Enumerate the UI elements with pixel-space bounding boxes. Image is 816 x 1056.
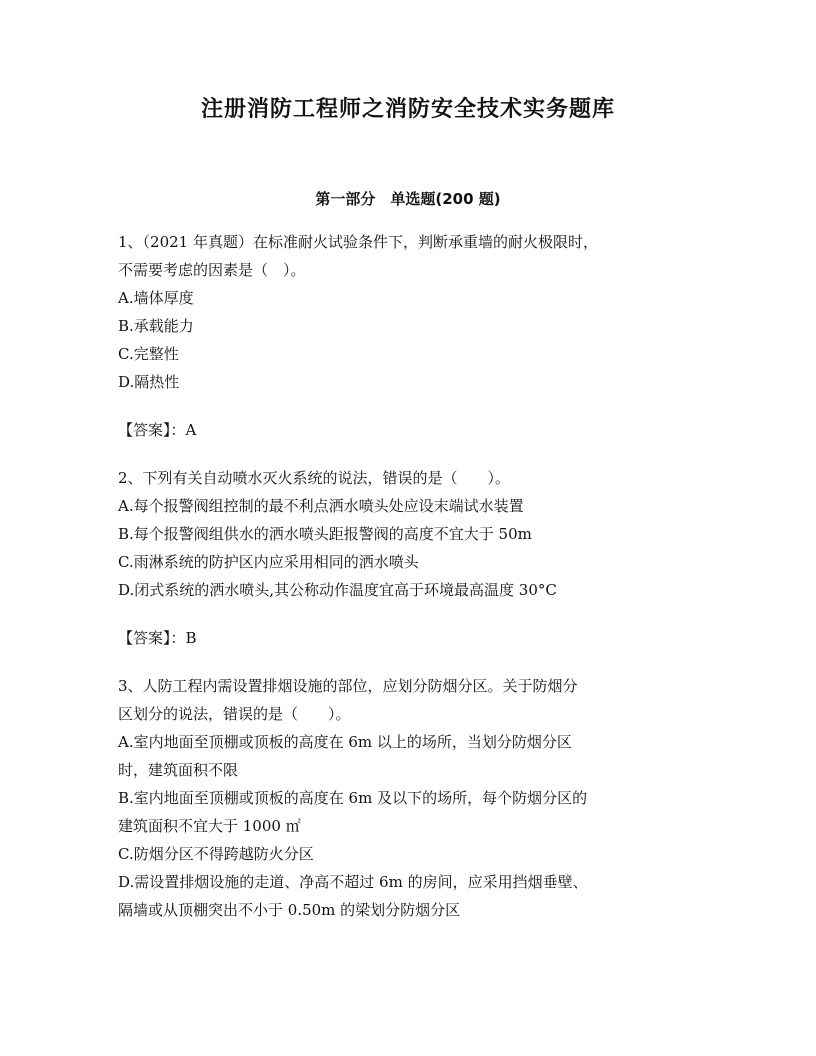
option-c: C.完整性 bbox=[118, 345, 179, 363]
option-b: B.承载能力 bbox=[118, 317, 194, 335]
question-3 bbox=[118, 672, 718, 924]
question-stem-line: 1、（2021 年真题）在标准耐火试验条件下，判断承重墙的耐火极限时， bbox=[118, 233, 598, 251]
answer-line: 【答案】：B bbox=[118, 629, 197, 647]
question-list bbox=[118, 228, 718, 924]
question-stem-line: 3、人防工程内需设置排烟设施的部位，应划分防烟分区。关于防烟分 bbox=[118, 677, 578, 695]
option-c: C.雨淋系统的防护区内应采用相同的洒水喷头 bbox=[118, 553, 419, 571]
option-b-continued: 建筑面积不宜大于 1000 ㎡ bbox=[118, 817, 301, 835]
question-stem-line: 2、下列有关自动喷水灭火系统的说法，错误的是（ ）。 bbox=[118, 469, 511, 487]
option-b: B.室内地面至顶棚或顶板的高度在 6m 及以下的场所，每个防烟分区的 bbox=[118, 789, 588, 807]
option-c: C.防烟分区不得跨越防火分区 bbox=[118, 845, 314, 863]
section-title bbox=[0, 186, 816, 212]
option-a-continued: 时，建筑面积不限 bbox=[118, 761, 239, 779]
option-d: D.闭式系统的洒水喷头,其公称动作温度宜高于环境最高温度 30°C bbox=[118, 581, 557, 599]
section-title-text: 第一部分 单选题(200 题) bbox=[315, 190, 501, 208]
option-d: D.隔热性 bbox=[118, 373, 180, 391]
question-stem-line: 区划分的说法，错误的是（ ）。 bbox=[118, 705, 351, 723]
question-stem-line: 不需要考虑的因素是（ ）。 bbox=[118, 261, 306, 279]
option-b: B.每个报警阀组供水的洒水喷头距报警阀的高度不宜大于 50m bbox=[118, 525, 532, 543]
option-a: A.墙体厚度 bbox=[118, 289, 194, 307]
option-a: A.室内地面至顶棚或顶板的高度在 6m 以上的场所，当划分防烟分区 bbox=[118, 733, 572, 751]
question-1 bbox=[118, 228, 718, 444]
option-d-continued: 隔墙或从顶棚突出不小于 0.50m 的梁划分防烟分区 bbox=[118, 901, 461, 919]
answer-line: 【答案】：A bbox=[118, 421, 197, 439]
option-d: D.需设置排烟设施的走道、净高不超过 6m 的房间，应采用挡烟垂壁、 bbox=[118, 873, 588, 891]
question-2 bbox=[118, 464, 718, 652]
option-a: A.每个报警阀组控制的最不利点洒水喷头处应设末端试水装置 bbox=[118, 497, 524, 515]
document-title: 注册消防工程师之消防安全技术实务题库 bbox=[200, 97, 615, 122]
